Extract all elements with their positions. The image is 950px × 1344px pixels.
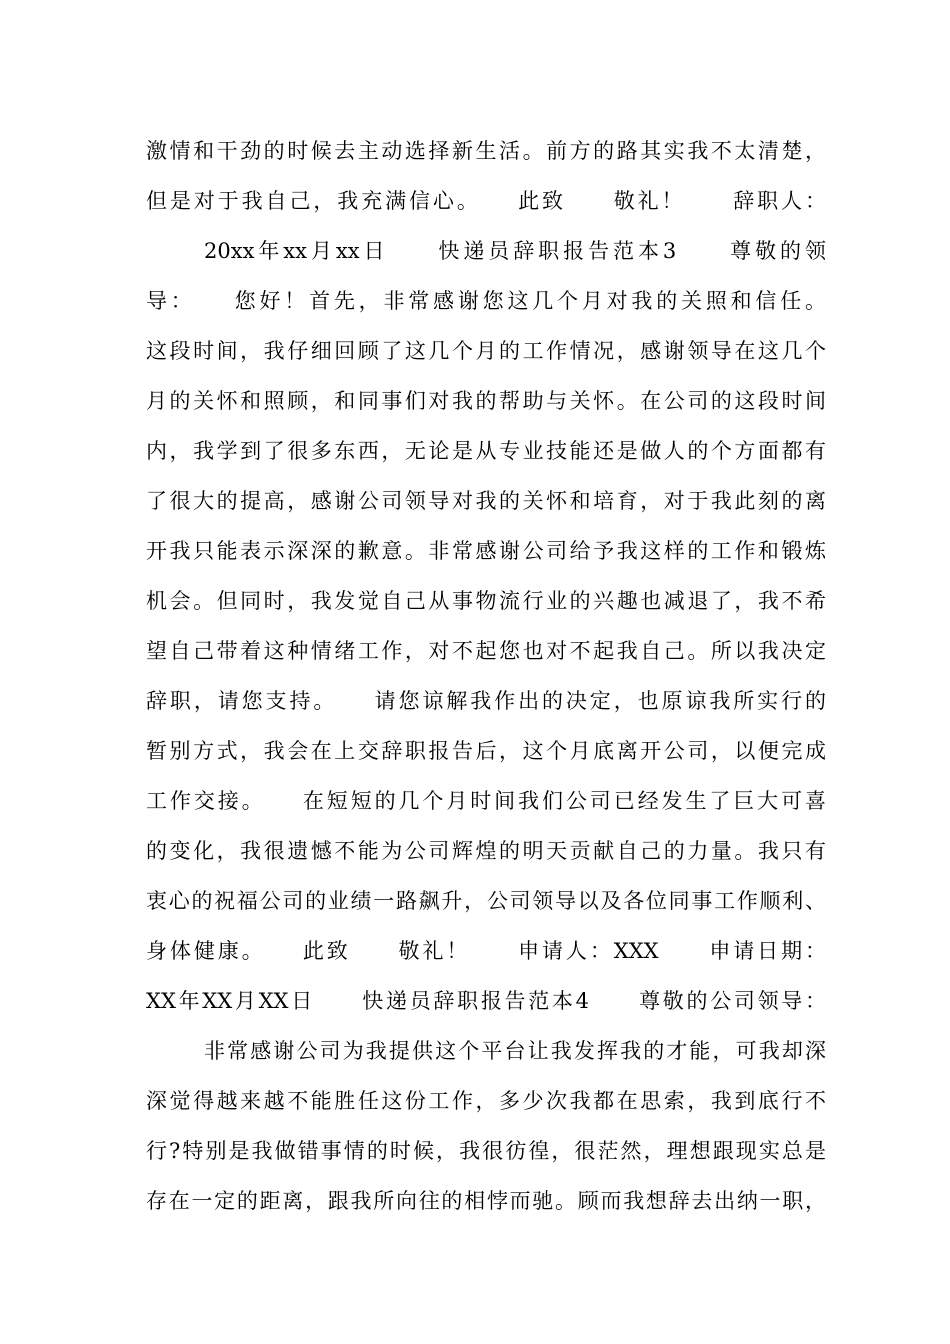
text-line: 机会。但同时，我发觉自己从事物流行业的兴趣也减退了，我不希 <box>146 589 826 613</box>
text-line: 身体健康。 此致 敬礼！ 申请人：XXX 申请日期： <box>146 939 826 963</box>
text-line: XX年XX月XX日 快递员辞职报告范本4 尊敬的公司领导： <box>146 989 826 1013</box>
text-line: 20xx年xx月xx日 快递员辞职报告范本3 尊敬的领 <box>204 239 826 263</box>
text-line: 内，我学到了很多东西，无论是从专业技能还是做人的个方面都有 <box>146 439 826 463</box>
text-line: 开我只能表示深深的歉意。非常感谢公司给予我这样的工作和锻炼 <box>146 539 826 563</box>
text-line: 非常感谢公司为我提供这个平台让我发挥我的才能，可我却深 <box>204 1039 826 1063</box>
text-line: 存在一定的距离，跟我所向往的相悖而驰。顾而我想辞去出纳一职， <box>146 1189 826 1213</box>
text-line: 辞职，请您支持。 请您谅解我作出的决定，也原谅我所实行的 <box>146 689 826 713</box>
text-line: 月的关怀和照顾，和同事们对我的帮助与关怀。在公司的这段时间 <box>146 389 826 413</box>
document-body <box>146 126 826 1226</box>
text-line: 但是对于我自己，我充满信心。 此致 敬礼！ 辞职人： <box>146 189 826 213</box>
text-line: 衷心的祝福公司的业绩一路飙升，公司领导以及各位同事工作顺利、 <box>146 889 826 913</box>
text-line: 这段时间，我仔细回顾了这几个月的工作情况，感谢领导在这几个 <box>146 339 826 363</box>
text-line: 激情和干劲的时候去主动选择新生活。前方的路其实我不太清楚， <box>146 139 826 163</box>
text-line: 行?特别是我做错事情的时候，我很彷徨，很茫然，理想跟现实总是 <box>146 1139 826 1163</box>
text-line: 暂别方式，我会在上交辞职报告后，这个月底离开公司，以便完成 <box>146 739 826 763</box>
text-line: 望自己带着这种情绪工作，对不起您也对不起我自己。所以我决定 <box>146 639 826 663</box>
text-line: 的变化，我很遗憾不能为公司辉煌的明天贡献自己的力量。我只有 <box>146 839 826 863</box>
text-line: 工作交接。 在短短的几个月时间我们公司已经发生了巨大可喜 <box>146 789 826 813</box>
text-line: 了很大的提高，感谢公司领导对我的关怀和培育，对于我此刻的离 <box>146 489 826 513</box>
text-line: 导： 您好！首先，非常感谢您这几个月对我的关照和信任。 <box>146 289 826 313</box>
text-line: 深觉得越来越不能胜任这份工作，多少次我都在思索，我到底行不 <box>146 1089 826 1113</box>
